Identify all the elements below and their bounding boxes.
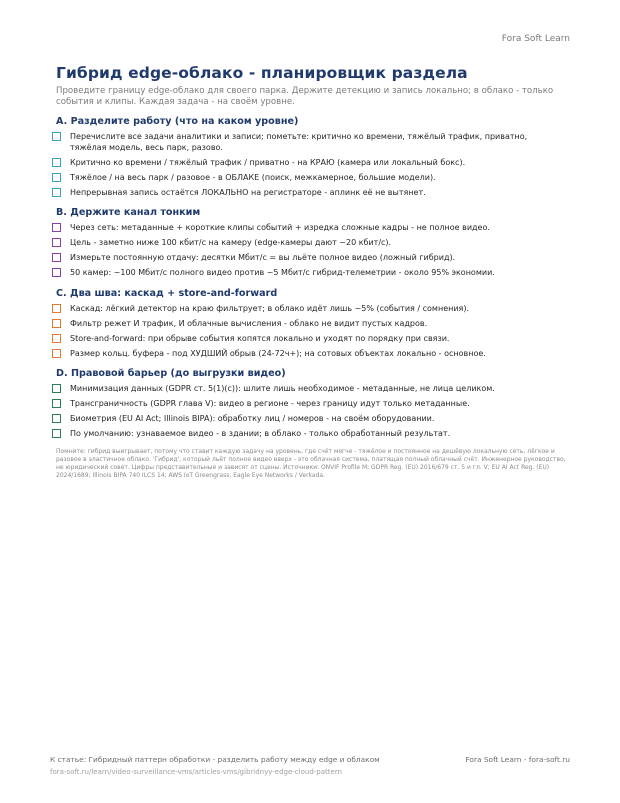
section-heading: B. Держите канал тонким [56, 207, 201, 219]
checkbox[interactable] [52, 319, 61, 328]
checklist-item-text: Критично ко времени / тяжёлый трафик / приватно - на КРАЮ (камера или локальный бокс). [70, 157, 466, 167]
checklist-item [56, 304, 566, 314]
checklist-item-text: Через сеть: метаданные + короткие клипы событий + изредка сложные кадры - не полное видео. [70, 223, 490, 233]
checklist-item-text: Каскад: лёгкий детектор на краю фильтрует; в облако идёт лишь ~5% (события / сомнения). [70, 303, 470, 313]
checklist-item [56, 132, 566, 153]
checklist-item-text: Трансграничность (GDPR глава V): видео в регионе - через границу идут только метаданные. [70, 398, 470, 408]
checklist-item-text: Фильтр режет И трафик, И облачные вычисления - облако не видит пустых кадров. [70, 318, 428, 328]
section-heading: C. Два шва: каскад + store-and-forward [56, 287, 278, 299]
page-url[interactable]: fora-soft.ru/learn/video-surveillance-vms/articles-vms/gibridnyy-edge-cloud-pattern [50, 768, 343, 776]
checklist-item-text: 50 камер: ~100 Мбит/с полного видео против ~5 Мбит/с гибрид-телеметрии - около 95% экономии. [70, 268, 495, 278]
checklist-item [56, 253, 566, 263]
section-c [56, 288, 566, 359]
checkbox[interactable] [52, 268, 61, 277]
section-heading: A. Разделите работу (что на каком уровне) [56, 116, 299, 128]
checklist-item [56, 429, 566, 439]
checklist-item [56, 268, 566, 278]
checklist-item-text: Биометрия (EU AI Act; Illinois BIPA): обработку лиц / номеров - на своём оборудовании. [70, 413, 435, 423]
checkbox[interactable] [52, 158, 61, 167]
checkbox[interactable] [52, 349, 61, 358]
page-subtitle: Проведите границу edge-облако для своего парка. Держите детекцию и запись локально; в облако - только события и клипы. Каждая задача - на своём уровне. [56, 86, 554, 107]
checklist-item [56, 223, 566, 233]
checklist-item [56, 188, 566, 198]
checklist-item-text: Измерьте постоянную отдачу: десятки Мбит/с = вы льёте полное видео (ложный гибрид). [70, 253, 456, 263]
checkbox[interactable] [52, 414, 61, 423]
checklist-item [56, 384, 566, 394]
brand-label: Fora Soft Learn [501, 34, 570, 44]
checkbox[interactable] [52, 188, 61, 197]
checklist-item [56, 399, 566, 409]
page-title: Гибрид edge-облако - планировщик раздела [56, 64, 468, 82]
footnote: Помните: гибрид выигрывает, потому что ставит каждую задачу на уровень, где счёт мягче - тяжёлое и постоянное на дешёвую локальную сеть, лёгкое и разовое в эластичное облако. 'Гибрид', который льёт полное видео вверх - это облачная система, платящая полный облачный счёт. Инженерное руководство, не юридический совет. Цифры представительные и зависят от сцены. Источники: ONVIF Profile M; GDPR Reg. (EU) 2016/679 ст. 5 и гл. V; EU AI Act Reg. (EU) 2024/1689; Illinois BIPA 740 ILCS 14; AWS IoT Greengrass; Eagle Eye Networks / Verkada. [56, 448, 566, 479]
checklist-item-text: Размер кольц. буфера - под ХУДШИЙ обрыв (24-72ч+); на сотовых объектах локально - основное. [70, 348, 486, 358]
checkbox[interactable] [52, 334, 61, 343]
article-link[interactable]: К статье: Гибридный паттерн обработки - разделить работу между edge и облаком [50, 755, 380, 764]
checklist-item-text: Store-and-forward: при обрыве события копятся локально и уходят по порядку при связи. [70, 333, 450, 343]
section-d [56, 368, 566, 439]
checkbox[interactable] [52, 223, 61, 232]
section-a [56, 116, 566, 198]
checklist-item-text: Перечислите все задачи аналитики и записи; пометьте: критично ко времени, тяжёлый трафик, приватно, тяжёлая модель, весь парк, разово. [70, 132, 528, 152]
section-heading: D. Правовой барьер (до выгрузки видео) [56, 367, 286, 379]
checkbox[interactable] [52, 304, 61, 313]
checklist-item-text: По умолчанию: узнаваемое видео - в здании; в облако - только обработанный результат. [70, 428, 451, 438]
checklist-item [56, 349, 566, 359]
checkbox[interactable] [52, 253, 61, 262]
checklist-item-text: Непрерывная запись остаётся ЛОКАЛЬНО на регистраторе - аплинк её не вытянет. [70, 187, 426, 197]
site-label: Fora Soft Learn - fora-soft.ru [465, 755, 570, 764]
checkbox[interactable] [52, 238, 61, 247]
checklist-item [56, 238, 566, 248]
checklist-item [56, 173, 566, 183]
checkbox[interactable] [52, 132, 61, 141]
checkbox[interactable] [52, 173, 61, 182]
checklist-item [56, 158, 566, 168]
checkbox[interactable] [52, 429, 61, 438]
checklist-item [56, 414, 566, 424]
checklist-item [56, 334, 566, 344]
checklist-item-text: Минимизация данных (GDPR ст. 5(1)(c)): шлите лишь необходимое - метаданные, не лица целиком. [70, 383, 495, 393]
section-b [56, 207, 566, 278]
checkbox[interactable] [52, 399, 61, 408]
checkbox[interactable] [52, 384, 61, 393]
checklist-item-text: Тяжёлое / на весь парк / разовое - в ОБЛАКЕ (поиск, межкамерное, большие модели). [70, 172, 436, 182]
checklist-item-text: Цель - заметно ниже 100 кбит/с на камеру (edge-камеры дают ~20 кбит/с). [70, 238, 392, 248]
checklist-item [56, 319, 566, 329]
document-body [56, 64, 566, 479]
